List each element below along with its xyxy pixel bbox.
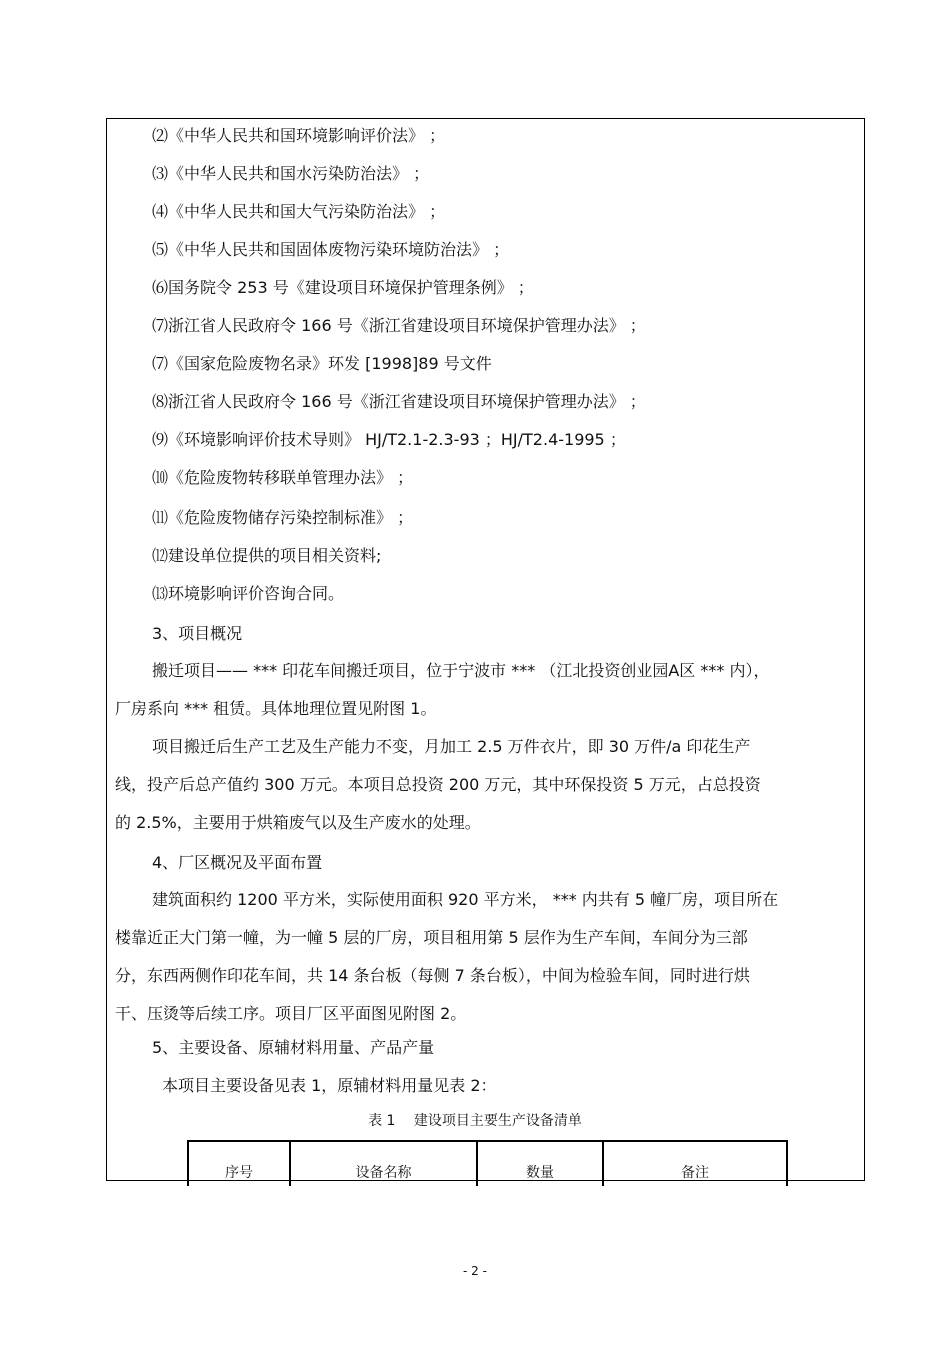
reference-item: ⑾《危险废物储存污染控制标准》 ； — [152, 508, 414, 527]
table-1-caption: 表 1 建设项目主要生产设备清单 — [368, 1113, 582, 1129]
header-equipment-name: 设备名称 — [290, 1141, 477, 1186]
section-4-paragraph-line: 干、压烫等后续工序。项目厂区平面图见附图 2。 — [115, 1004, 467, 1023]
equipment-table — [187, 1140, 788, 1186]
reference-item: ⑿建设单位提供的项目相关资料; — [152, 546, 382, 565]
reference-item: ⒀环境影响评价咨询合同。 — [152, 584, 345, 603]
reference-item: ⑶《中华人民共和国水污染防治法》 ； — [152, 164, 430, 183]
section-4-paragraph-line: 分，东西两侧作印花车间，共 14 条台板（每侧 7 条台板），中间为检验车间，同时进行烘 — [115, 966, 750, 985]
reference-item: ⑺《国家危险废物名录》环发 [1998]89 号文件 — [152, 354, 492, 373]
section-3-paragraph-2-line: 的 2.5%，主要用于烘箱废气以及生产废水的处理。 — [115, 813, 481, 832]
reference-item: ⑻浙江省人民政府令 166 号《浙江省建设项目环境保护管理办法》 ； — [152, 392, 646, 411]
table-header-row — [188, 1141, 787, 1186]
header-quantity: 数量 — [477, 1141, 603, 1186]
reference-item: ⑼《环境影响评价技术导则》 HJ/T2.1-2.3-93 ；HJ/T2.4-1995 ； — [152, 430, 626, 449]
section-3-paragraph-2-line: 项目搬迁后生产工艺及生产能力不变，月加工 2.5 万件衣片，即 30 万件/a 印花生产 — [152, 737, 751, 756]
section-4-heading: 4、厂区概况及平面布置 — [152, 853, 323, 872]
section-4-paragraph-line: 楼靠近正大门第一幢，为一幢 5 层的厂房，项目租用第 5 层作为生产车间，车间分为三部 — [115, 928, 748, 947]
section-3-heading: 3、项目概况 — [152, 624, 243, 643]
reference-item: ⑹国务院令 253 号《建设项目环境保护管理条例》 ； — [152, 278, 534, 297]
section-5-intro: 本项目主要设备见表 1，原辅材料用量见表 2： — [162, 1076, 497, 1095]
header-remarks: 备注 — [603, 1141, 787, 1186]
section-3-paragraph-1-line: 搬迁项目—— *** 印花车间搬迁项目，位于宁波市 *** （江北投资创业园A区 *** 内）， — [152, 661, 770, 680]
reference-item: ⑵《中华人民共和国环境影响评价法》 ； — [152, 126, 446, 145]
reference-item: ⑺浙江省人民政府令 166 号《浙江省建设项目环境保护管理办法》 ； — [152, 316, 646, 335]
section-5-heading: 5、主要设备、原辅材料用量、产品产量 — [152, 1038, 435, 1057]
section-3-paragraph-2-line: 线，投产后总产值约 300 万元。本项目总投资 200 万元，其中环保投资 5 万元，占总投资 — [115, 775, 761, 794]
reference-item: ⑷《中华人民共和国大气污染防治法》 ； — [152, 202, 446, 221]
reference-item: ⑽《危险废物转移联单管理办法》 ； — [152, 468, 414, 487]
header-index: 序号 — [188, 1141, 290, 1186]
page-number: - 2 - — [463, 1264, 487, 1278]
section-3-paragraph-1-line: 厂房系向 *** 租赁。具体地理位置见附图 1。 — [115, 699, 437, 718]
section-4-paragraph-line: 建筑面积约 1200 平方米，实际使用面积 920 平方米， *** 内共有 5 幢厂房，项目所在 — [152, 890, 779, 909]
reference-item: ⑸《中华人民共和国固体废物污染环境防治法》 ； — [152, 240, 510, 259]
